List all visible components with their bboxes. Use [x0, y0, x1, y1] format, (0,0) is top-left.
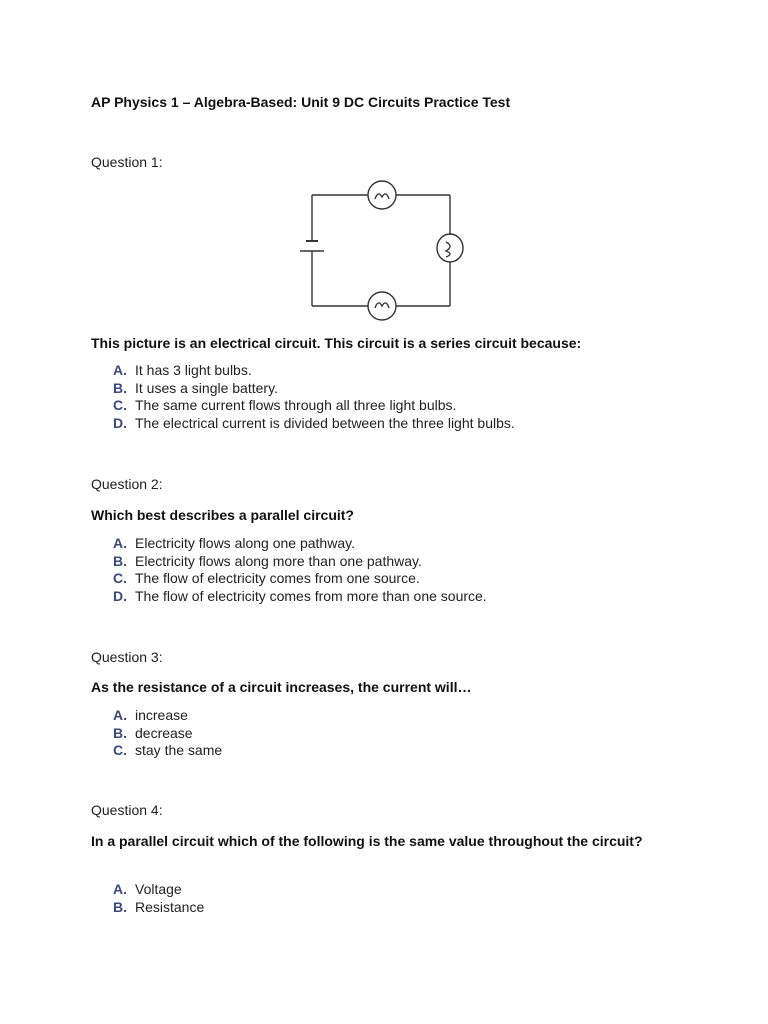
option-item — [113, 725, 222, 743]
option-text: The flow of electricity comes from one source. — [135, 570, 420, 587]
option-letter: A. — [113, 881, 127, 897]
option-text: The same current flows through all three light bulbs. — [135, 397, 457, 414]
option-text: The flow of electricity comes from more than one source. — [135, 587, 487, 604]
option-text: Voltage — [135, 881, 182, 897]
battery-icon — [300, 241, 324, 251]
option-item — [113, 742, 222, 760]
option-text: decrease — [135, 724, 193, 741]
option-text: increase — [135, 707, 188, 723]
light-bulb-right-icon — [437, 234, 463, 262]
option-letter: C. — [113, 397, 127, 414]
option-text: Resistance — [135, 898, 205, 915]
question-2-prompt: Which best describes a parallel circuit? — [91, 507, 354, 523]
question-3-heading: Question 3: — [91, 649, 163, 665]
option-letter: B. — [113, 724, 127, 741]
option-item — [113, 588, 487, 606]
option-item — [113, 553, 487, 571]
option-letter: A. — [113, 707, 127, 723]
question-1-options — [113, 362, 515, 432]
option-text: It has 3 light bulbs. — [135, 362, 252, 378]
question-4-options — [113, 881, 204, 916]
option-letter: D. — [113, 587, 127, 604]
option-item — [113, 707, 222, 725]
option-item — [113, 899, 204, 917]
question-1-prompt: This picture is an electrical circuit. This circuit is a series circuit because: — [91, 335, 582, 351]
option-item — [113, 362, 515, 380]
option-text: stay the same — [135, 742, 223, 759]
option-letter: B. — [113, 552, 127, 569]
option-item — [113, 415, 515, 433]
question-2-options — [113, 535, 487, 605]
option-text: The electrical current is divided between the three light bulbs. — [135, 414, 515, 431]
light-bulb-bottom-icon — [368, 292, 396, 320]
option-item — [113, 535, 487, 553]
option-letter: C. — [113, 570, 127, 587]
light-bulb-top-icon — [368, 181, 396, 209]
option-letter: D. — [113, 414, 127, 431]
question-4-heading: Question 4: — [91, 802, 163, 818]
series-circuit-diagram — [296, 180, 468, 322]
option-item — [113, 397, 515, 415]
option-item — [113, 380, 515, 398]
question-3-options — [113, 707, 222, 760]
option-letter: A. — [113, 362, 127, 378]
option-text: Electricity flows along more than one pathway. — [135, 552, 422, 569]
option-letter: B. — [113, 898, 127, 915]
option-item — [113, 881, 204, 899]
option-text: Electricity flows along one pathway. — [135, 535, 355, 551]
option-letter: B. — [113, 379, 127, 396]
option-text: It uses a single battery. — [135, 379, 278, 396]
question-3-prompt: As the resistance of a circuit increases, the current will… — [91, 679, 472, 695]
option-item — [113, 570, 487, 588]
question-2-heading: Question 2: — [91, 476, 163, 492]
question-4-prompt: In a parallel circuit which of the following is the same value throughout the circuit? — [91, 833, 643, 849]
option-letter: C. — [113, 742, 127, 759]
question-1-heading: Question 1: — [91, 154, 163, 170]
option-letter: A. — [113, 535, 127, 551]
document-title: AP Physics 1 – Algebra-Based: Unit 9 DC Circuits Practice Test — [91, 94, 511, 110]
